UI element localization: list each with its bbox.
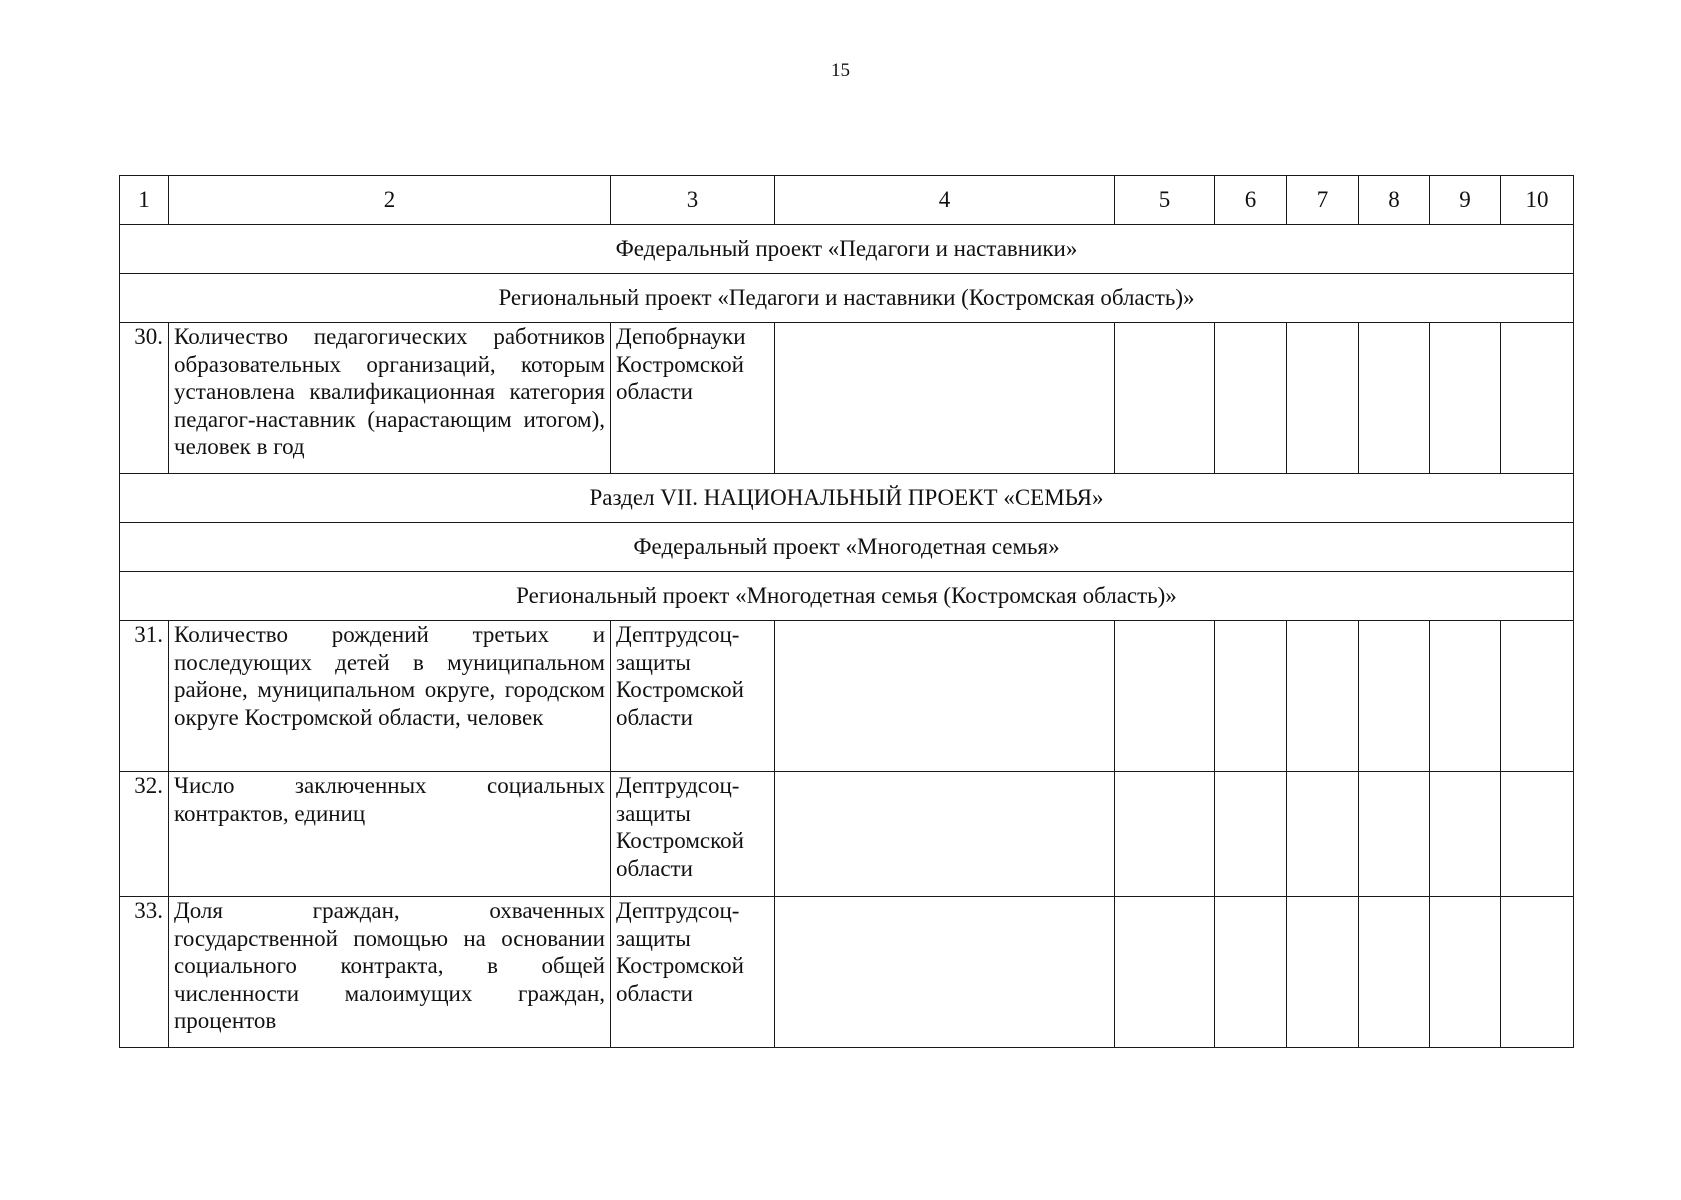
- responsible-org: [611, 323, 775, 474]
- page-number: 15: [831, 60, 850, 81]
- org-line: защиты: [616, 649, 691, 675]
- indicators-table: [119, 175, 1574, 1048]
- empty-cell: [1287, 621, 1359, 772]
- column-header: 1: [120, 176, 169, 225]
- table-header-row: [120, 176, 1574, 225]
- empty-cell: [775, 621, 1115, 772]
- org-line: Костромской: [616, 677, 744, 702]
- responsible-org: [611, 897, 775, 1048]
- org-line: Костромской: [616, 828, 744, 853]
- org-line: Дептрудсоц-: [616, 898, 740, 923]
- row-number: 31.: [120, 621, 169, 772]
- empty-cell: [1287, 772, 1359, 897]
- section-heading-row: [120, 225, 1574, 274]
- empty-cell: [775, 897, 1115, 1048]
- table-row: [120, 621, 1574, 772]
- column-header: 5: [1115, 176, 1215, 225]
- org-line: защиты: [616, 925, 691, 951]
- section-heading-row: [120, 474, 1574, 523]
- table-row: [120, 323, 1574, 474]
- empty-cell: [1115, 323, 1215, 474]
- table-row: [120, 772, 1574, 897]
- empty-cell: [1215, 323, 1287, 474]
- org-line: защиты: [616, 800, 691, 826]
- empty-cell: [1430, 323, 1501, 474]
- org-line: области: [616, 704, 693, 730]
- empty-cell: [1115, 772, 1215, 897]
- org-line: Костромской: [616, 953, 744, 978]
- column-header: 4: [775, 176, 1115, 225]
- empty-cell: [775, 323, 1115, 474]
- row-number: 33.: [120, 897, 169, 1048]
- empty-cell: [1430, 772, 1501, 897]
- row-number: 32.: [120, 772, 169, 897]
- empty-cell: [1501, 897, 1574, 1048]
- org-line: Дептрудсоц-: [616, 622, 740, 647]
- empty-cell: [1501, 772, 1574, 897]
- empty-cell: [1359, 621, 1430, 772]
- empty-cell: [1287, 897, 1359, 1048]
- column-header: 10: [1501, 176, 1574, 225]
- empty-cell: [1215, 897, 1287, 1048]
- column-header: 3: [611, 176, 775, 225]
- column-header: 7: [1287, 176, 1359, 225]
- org-line: области: [616, 855, 693, 881]
- empty-cell: [1430, 897, 1501, 1048]
- empty-cell: [1501, 621, 1574, 772]
- empty-cell: [1359, 772, 1430, 897]
- org-line: области: [616, 379, 693, 404]
- section-heading: Раздел VII. НАЦИОНАЛЬНЫЙ ПРОЕКТ «СЕМЬЯ»: [120, 474, 1574, 523]
- responsible-org: [611, 621, 775, 772]
- regional-project-heading: Региональный проект «Многодетная семья (Костромская область)»: [120, 572, 1574, 621]
- column-header: 9: [1430, 176, 1501, 225]
- table-row: [120, 897, 1574, 1048]
- empty-cell: [1501, 323, 1574, 474]
- empty-cell: [775, 772, 1115, 897]
- indicator-description: Доля граждан, охваченных государственной помощью на основании социального контракта, в общей численности малоимущих граждан, процентов: [169, 897, 611, 1048]
- responsible-org: [611, 772, 775, 897]
- federal-project-heading: Федеральный проект «Многодетная семья»: [120, 523, 1574, 572]
- empty-cell: [1115, 621, 1215, 772]
- empty-cell: [1430, 621, 1501, 772]
- column-header: 2: [169, 176, 611, 225]
- empty-cell: [1215, 772, 1287, 897]
- empty-cell: [1115, 897, 1215, 1048]
- section-heading-row: [120, 572, 1574, 621]
- org-line: Депобрнауки: [616, 324, 746, 349]
- indicator-description: Число заключенных социальных контрактов, единиц: [169, 772, 611, 897]
- section-heading-row: [120, 274, 1574, 323]
- indicator-description: Количество рождений третьих и последующих детей в муниципальном районе, муниципальном округе, городском округе Костромской области, человек: [169, 621, 611, 772]
- federal-project-heading: Федеральный проект «Педагоги и наставники»: [120, 225, 1574, 274]
- empty-cell: [1287, 323, 1359, 474]
- org-line: Дептрудсоц-: [616, 773, 740, 798]
- column-header: 8: [1359, 176, 1430, 225]
- indicator-description: Количество педагогических работников образовательных организаций, которым установлена квалификационная категория педагог-наставник (нарастающим итогом), человек в год: [169, 323, 611, 474]
- empty-cell: [1215, 621, 1287, 772]
- org-line: области: [616, 980, 693, 1006]
- regional-project-heading: Региональный проект «Педагоги и наставники (Костромская область)»: [120, 274, 1574, 323]
- column-header: 6: [1215, 176, 1287, 225]
- org-line: Костромской: [616, 351, 744, 377]
- empty-cell: [1359, 897, 1430, 1048]
- row-number: 30.: [120, 323, 169, 474]
- empty-cell: [1359, 323, 1430, 474]
- section-heading-row: [120, 523, 1574, 572]
